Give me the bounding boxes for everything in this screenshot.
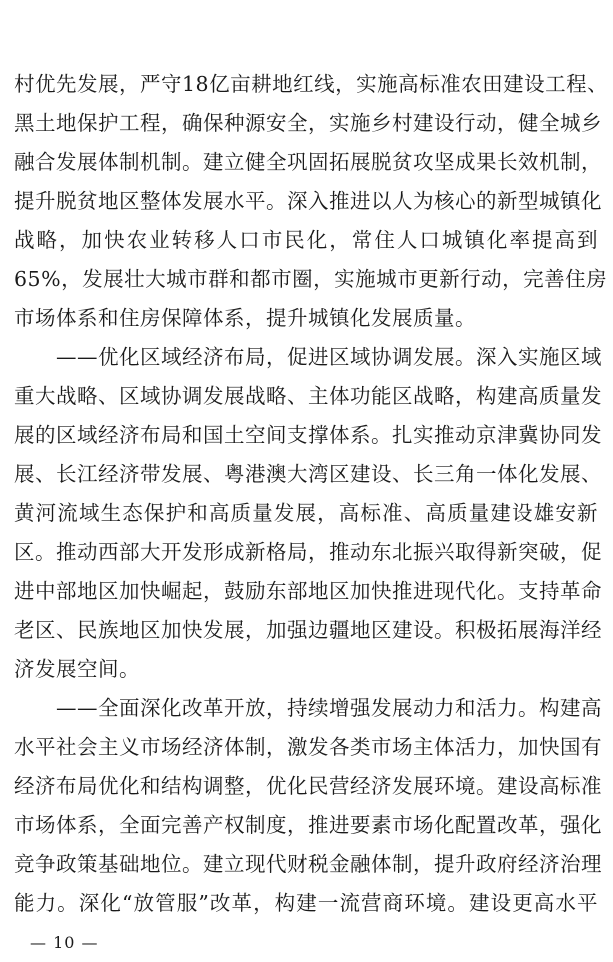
text-line: ——全面深化改革开放，持续增强发展动力和活力。构建高 [14, 696, 602, 720]
text-line: 重大战略、区域协调发展战略、主体功能区战略，构建高质量发 [14, 384, 602, 408]
text-line: 水平社会主义市场经济体制，激发各类市场主体活力，加快国有 [14, 735, 602, 759]
text-line: 战略，加快农业转移人口市民化，常住人口城镇化率提高到 [14, 228, 598, 252]
text-line: 黄河流域生态保护和高质量发展，高标准、高质量建设雄安新 [14, 501, 598, 525]
text-line: 老区、民族地区加快发展，加强边疆地区建设。积极拓展海洋经 [14, 618, 602, 642]
page-number: — 10 — [30, 933, 99, 952]
text-line: 市场体系，全面完善产权制度，推进要素市场化配置改革，强化 [14, 813, 602, 837]
text-line: 济发展空间。 [14, 657, 140, 681]
text-line: 进中部地区加快崛起，鼓励东部地区加快推进现代化。支持革命 [14, 579, 602, 603]
text-line: 展的区域经济布局和国土空间支撑体系。扎实推动京津冀协同发 [14, 423, 602, 447]
text-line: 村优先发展，严守18亿亩耕地红线，实施高标准农田建设工程、 [14, 72, 609, 96]
text-line: 经济布局优化和结构调整，优化民营经济发展环境。建设高标准 [14, 774, 602, 798]
text-line: 黑土地保护工程，确保种源安全，实施乡村建设行动，健全城乡 [14, 111, 602, 135]
text-line: 提升脱贫地区整体发展水平。深入推进以人为核心的新型城镇化 [14, 189, 602, 213]
text-line: 竞争政策基础地位。建立现代财税金融体制，提升政府经济治理 [14, 852, 602, 876]
text-line: 市场体系和住房保障体系，提升城镇化发展质量。 [14, 306, 476, 330]
text-line: 65%，发展壮大城市群和都市圈，实施城市更新行动，完善住房 [14, 267, 608, 291]
text-line: 区。推动西部大开发形成新格局，推动东北振兴取得新突破，促 [14, 540, 602, 564]
text-line: 融合发展体制机制。建立健全巩固拓展脱贫攻坚成果长效机制， [14, 150, 602, 174]
text-line: ——优化区域经济布局，促进区域协调发展。深入实施区域 [14, 345, 602, 369]
text-line: 展、长江经济带发展、粤港澳大湾区建设、长三角一体化发展、 [14, 462, 602, 486]
text-line: 能力。深化“放管服”改革，构建一流营商环境。建设更高水平 [14, 891, 598, 915]
